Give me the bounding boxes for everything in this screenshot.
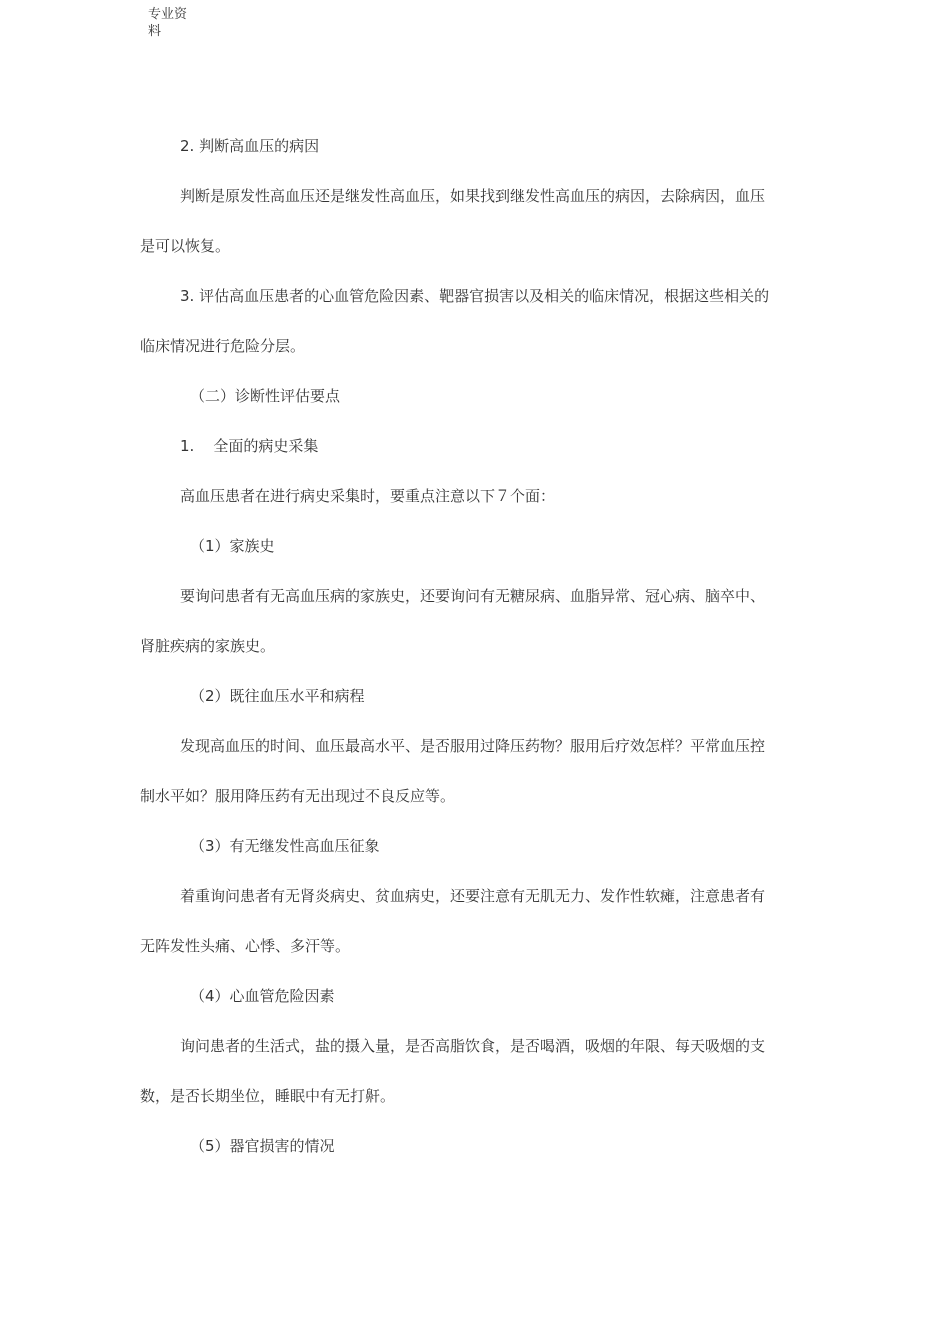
paragraph-line: 是可以恢复。 bbox=[140, 237, 231, 255]
section-heading: 1. 全面的病史采集 bbox=[180, 437, 319, 455]
paragraph-line: 着重询问患者有无肾炎病史、贫血病史，还要注意有无肌无力、发作性软瘫，注意患者有 bbox=[180, 887, 766, 905]
page-header bbox=[148, 6, 187, 40]
header-line-2: 料 bbox=[148, 24, 162, 39]
paragraph-line: 发现高血压的时间、血压最高水平、是否服用过降压药物？服用后疗效怎样？平常血压控 bbox=[180, 737, 766, 755]
paragraph-line: 询问患者的生活式，盐的摄入量，是否高脂饮食，是否喝酒，吸烟的年限、每天吸烟的支 bbox=[180, 1037, 766, 1055]
subsection-heading: （二）诊断性评估要点 bbox=[190, 387, 341, 405]
paragraph-line: 高血压患者在进行病史采集时，要重点注意以下７个面： bbox=[180, 487, 556, 505]
item-heading: （3）有无继发性高血压征象 bbox=[190, 837, 380, 855]
item-heading: （2）既往血压水平和病程 bbox=[190, 687, 365, 705]
item-heading: （4）心血管危险因素 bbox=[190, 987, 335, 1005]
section-heading: 3. 评估高血压患者的心血管危险因素、靶器官损害以及相关的临床情况，根据这些相关的 bbox=[180, 287, 770, 305]
paragraph-line: 肾脏疾病的家族史。 bbox=[140, 637, 276, 655]
paragraph-line: 要询问患者有无高血压病的家族史，还要询问有无糖尿病、血脂异常、冠心病、脑卒中、 bbox=[180, 587, 766, 605]
section-heading: 2. 判断高血压的病因 bbox=[180, 137, 320, 155]
paragraph-line: 制水平如？服用降压药有无出现过不良反应等。 bbox=[140, 787, 456, 805]
item-heading: （5）器官损害的情况 bbox=[190, 1137, 335, 1155]
paragraph-line: 临床情况进行危险分层。 bbox=[140, 337, 306, 355]
item-heading: （1）家族史 bbox=[190, 537, 275, 555]
paragraph-line: 无阵发性头痛、心悸、多汗等。 bbox=[140, 937, 351, 955]
paragraph-line: 数，是否长期坐位，睡眠中有无打鼾。 bbox=[140, 1087, 396, 1105]
header-line-1: 专业资 bbox=[148, 7, 188, 22]
paragraph-line: 判断是原发性高血压还是继发性高血压，如果找到继发性高血压的病因，去除病因，血压 bbox=[180, 187, 766, 205]
